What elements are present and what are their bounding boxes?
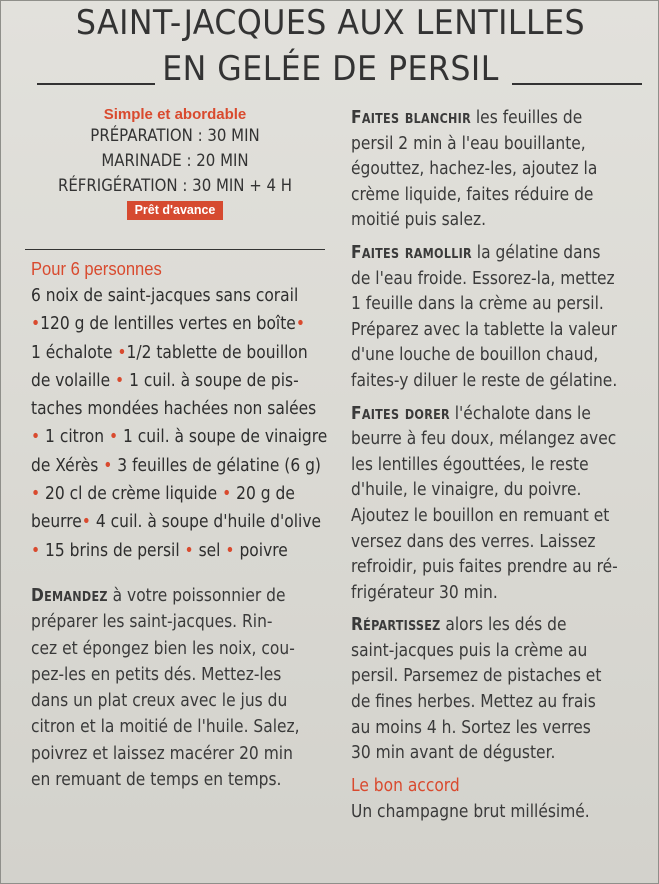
ingredient-text: taches mondées hachées non salées: [31, 398, 317, 420]
servings-heading: Pour 6 personnes: [31, 259, 162, 279]
step-demandez-text: cez et épongez bien les noix, cou-: [31, 637, 295, 659]
preparation-time: PRÉPARATION : 30 MIN: [90, 126, 260, 146]
bullet-separator: •: [115, 369, 125, 391]
ingredient-line: [31, 367, 299, 395]
step-line: [351, 401, 609, 427]
step-demandez-text: pez-les en petits dés. Mettez-les: [31, 663, 282, 685]
ingredient-text: 1 cuil. à soupe de vinaigre: [118, 426, 328, 448]
step-block: [351, 612, 651, 766]
difficulty-tagline: Simple et abordable: [103, 106, 247, 123]
step-text: crème liquide, faites réduire de: [351, 183, 594, 205]
ingredient-text: 3 feuilles de gélatine (6 g): [112, 454, 321, 476]
pairing-text: Un champagne brut millésimé.: [351, 800, 590, 822]
ingredient-text: 1 citron: [40, 426, 109, 448]
ingredient-line: [31, 508, 322, 536]
step-text: les lentilles égouttées, le reste: [351, 453, 589, 475]
step-demandez-line: [31, 609, 284, 635]
step-demandez-text: poivrez et laissez macérer 20 min: [31, 742, 293, 764]
step-text: moitié puis salez.: [351, 209, 487, 231]
step-text: refroidir, puis faites prendre au ré-: [351, 556, 618, 578]
left-column: [25, 105, 328, 793]
step-line: [351, 368, 618, 394]
ingredient-line: [31, 395, 317, 423]
bullet-separator: •: [184, 539, 194, 561]
step-line: [351, 105, 609, 131]
ingredient-line: [31, 282, 299, 310]
right-column: [351, 105, 651, 824]
step-text: 30 min avant de déguster.: [351, 742, 556, 764]
step-demandez-lead: Demandez: [31, 584, 108, 606]
step-text: la gélatine dans: [471, 241, 601, 263]
ingredient-text: 6 noix de saint-jacques sans corail: [31, 285, 299, 306]
step-line: [351, 580, 609, 606]
bullet-separator: •: [295, 313, 305, 335]
step-text: persil 2 min à l'eau bouillante,: [351, 132, 586, 154]
step-block: [351, 240, 651, 394]
ingredient-text: 15 brins de persil: [40, 539, 185, 561]
step-lead: Faites dorer: [351, 402, 450, 424]
step-text: d'une louche de bouillon chaud,: [351, 344, 599, 366]
step-demandez-line: [31, 767, 284, 793]
step-line: [351, 291, 609, 317]
ingredient-text: 20 g de: [231, 483, 295, 505]
ingredient-text: 1 échalote: [31, 341, 118, 363]
step-text: 1 feuille dans la crème au persil.: [351, 293, 604, 315]
step-lead: Faites blanchir: [351, 107, 471, 128]
bullet-separator: •: [225, 539, 235, 561]
ingredient-text: 4 cuil. à soupe d'huile d'olive: [90, 511, 322, 533]
step-line: [351, 503, 609, 529]
step-line: [351, 529, 609, 555]
recipe-info: [25, 105, 325, 223]
bullet-separator: •: [103, 454, 113, 476]
step-line: [351, 740, 609, 766]
ingredient-text: 120 g de lentilles vertes en boîte: [40, 313, 296, 335]
step-demandez-text: dans un plat creux avec le jus du: [31, 690, 288, 712]
step-text: d'huile, le vinaigre, du poivre.: [351, 479, 582, 501]
step-text: faites-y diluer le reste de gélatine.: [351, 369, 618, 391]
ingredient-text: de volaille: [31, 369, 116, 391]
steps-list: [351, 105, 651, 773]
step-block: [351, 105, 651, 233]
bullet-separator: •: [31, 483, 41, 505]
step-text: beurre à feu doux, mélangez avec: [351, 428, 617, 450]
step-line: [351, 663, 609, 689]
ingredient-line: [31, 423, 328, 451]
marinade-time: MARINADE : 20 MIN: [101, 151, 249, 171]
step-line: [351, 477, 609, 503]
bullet-separator: •: [117, 341, 127, 363]
step-demandez-line: [31, 662, 284, 688]
step-line: [351, 426, 617, 452]
step-demandez-line: [31, 583, 284, 609]
step-lead: Faites ramollir: [351, 241, 472, 263]
step-lead: Répartissez: [351, 614, 441, 636]
step-line: [351, 182, 609, 208]
step-text: égouttez, hachez-les, ajoutez la: [351, 158, 598, 180]
ingredient-line: [31, 310, 305, 338]
step-line: [351, 452, 609, 478]
step-line: [351, 342, 609, 368]
step-text: au moins 4 h. Sortez les verres: [351, 716, 591, 738]
step-line: [351, 240, 609, 266]
refrigeration-time: RÉFRIGÉRATION : 30 MIN + 4 H: [57, 176, 293, 196]
step-text: l'échalote dans le: [449, 402, 591, 424]
ingredient-text: 1/2 tablette de bouillon: [126, 341, 308, 363]
ingredient-text: sel: [193, 539, 226, 561]
step-demandez-text: citron et la moitié de l'huile. Salez,: [31, 716, 300, 738]
step-text: les feuilles de: [470, 107, 583, 128]
ingredient-text: 20 cl de crème liquide: [40, 483, 223, 505]
step-demandez-line: [31, 714, 300, 740]
recipe-title-line-2: EN GELÉE DE PERSIL: [162, 49, 499, 89]
step-text: Préparez avec la tablette la valeur: [351, 318, 617, 340]
ingredient-line: [31, 339, 308, 367]
step-line: [351, 612, 609, 638]
ingredient-line: [31, 480, 295, 508]
step-text: saint-jacques puis la crème au: [351, 639, 588, 661]
step-line: [351, 689, 609, 715]
step-text: persil. Parsemez de pistaches et: [351, 665, 602, 687]
step-line: [351, 131, 609, 157]
step-line: [351, 638, 609, 664]
step-demandez-text: en remuant de temps en temps.: [31, 769, 282, 791]
step-line: [351, 554, 618, 580]
bullet-separator: •: [31, 313, 41, 335]
step-text: de fines herbes. Mettez au frais: [351, 691, 596, 713]
step-demandez: [25, 583, 325, 793]
step-line: [351, 266, 615, 292]
step-text: frigérateur 30 min.: [351, 581, 498, 603]
step-block: [351, 401, 651, 606]
title-rule-right: [512, 83, 642, 85]
step-line: [351, 317, 617, 343]
step-demandez-text: à votre poissonnier de: [107, 584, 286, 606]
bullet-separator: •: [31, 539, 41, 561]
bullet-separator: •: [222, 483, 232, 505]
pairing-heading: Le bon accord: [351, 774, 460, 796]
step-text: alors les dés de: [440, 614, 567, 636]
step-demandez-line: [31, 741, 293, 767]
bullet-separator: •: [81, 511, 91, 533]
ingredient-text: de Xérès: [31, 454, 104, 476]
step-demandez-line: [31, 688, 288, 714]
step-text: versez dans des verres. Laissez: [351, 530, 596, 552]
bullet-separator: •: [108, 426, 119, 448]
make-ahead-badge: Prêt d'avance: [127, 201, 224, 220]
step-text: de l'eau froide. Essorez-la, mettez: [351, 267, 615, 289]
ingredient-list: [25, 282, 328, 565]
ingredient-text: 1 cuil. à soupe de pis-: [124, 369, 299, 391]
section-divider: [25, 249, 325, 250]
step-demandez-line: [31, 636, 295, 662]
bullet-separator: •: [31, 426, 41, 448]
ingredient-text: beurre: [31, 511, 82, 533]
step-text: Ajoutez le bouillon en remuant et: [351, 504, 610, 526]
recipe-title-line-1: SAINT-JACQUES AUX LENTILLES: [75, 3, 586, 43]
step-line: [351, 207, 609, 233]
ingredient-line: [31, 537, 288, 565]
ingredient-text: poivre: [234, 539, 288, 561]
step-demandez-text: préparer les saint-jacques. Rin-: [31, 611, 273, 633]
ingredient-line: [31, 452, 321, 480]
step-line: [351, 156, 609, 182]
step-line: [351, 715, 609, 741]
